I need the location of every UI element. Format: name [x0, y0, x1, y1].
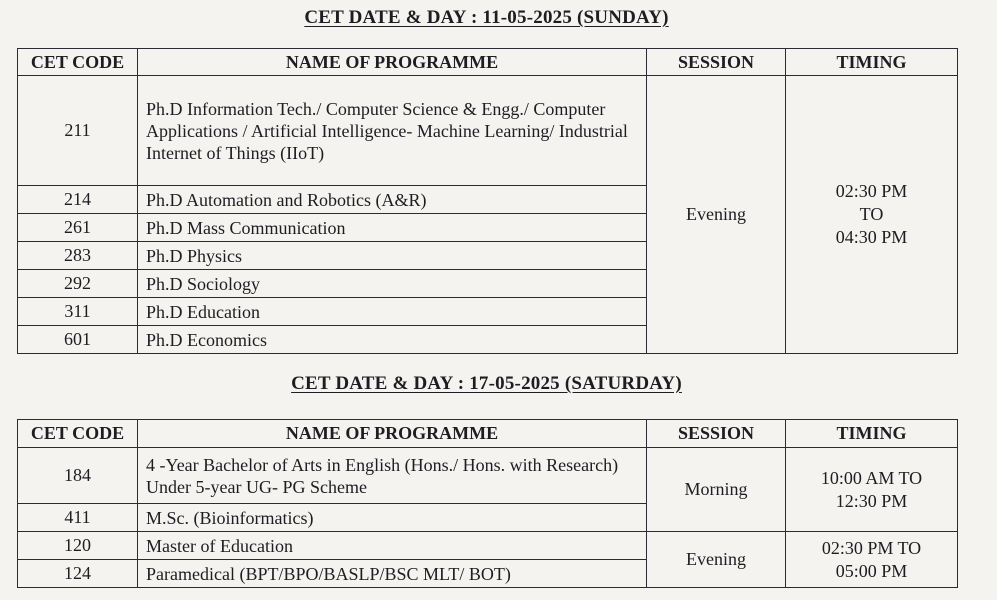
session-cell: Evening [647, 532, 786, 588]
table-header-row [18, 49, 958, 76]
cet-code-cell: 214 [18, 186, 138, 214]
programme-cell: Ph.D Sociology [138, 270, 647, 298]
programme-cell: 4 -Year Bachelor of Arts in English (Hons./ Hons. with Research) Under 5-year UG- PG Scheme [138, 448, 647, 504]
cet-code-cell: 601 [18, 326, 138, 354]
timing-end: 12:30 PM [835, 490, 908, 511]
schedule-table-sunday [17, 48, 958, 354]
programme-cell: Paramedical (BPT/BPO/BASLP/BSC MLT/ BOT) [138, 560, 647, 588]
column-header-timing: TIMING [786, 49, 958, 76]
cet-code-cell: 261 [18, 214, 138, 242]
cet-code-cell: 120 [18, 532, 138, 560]
table-row [18, 76, 958, 186]
programme-cell: Ph.D Physics [138, 242, 647, 270]
programme-cell: Ph.D Automation and Robotics (A&R) [138, 186, 647, 214]
cet-code-cell: 211 [18, 76, 138, 186]
schedule-table-saturday [17, 419, 958, 588]
section-heading-saturday: CET DATE & DAY : 17-05-2025 (SATURDAY) [291, 373, 682, 394]
timing-cell [786, 76, 958, 354]
column-header-cet-code: CET CODE [18, 49, 138, 76]
timing-start: 02:30 PM TO [821, 537, 922, 558]
programme-cell: Ph.D Mass Communication [138, 214, 647, 242]
programme-cell: M.Sc. (Bioinformatics) [138, 504, 647, 532]
programme-cell: Master of Education [138, 532, 647, 560]
column-header-programme: NAME OF PROGRAMME [138, 49, 647, 76]
cet-code-cell: 292 [18, 270, 138, 298]
timing-end: 05:00 PM [835, 560, 908, 581]
column-header-session: SESSION [647, 420, 786, 448]
timing-start: 02:30 PM [835, 181, 908, 201]
column-header-session: SESSION [647, 49, 786, 76]
programme-cell: Ph.D Economics [138, 326, 647, 354]
table-row [18, 532, 958, 560]
cet-code-cell: 124 [18, 560, 138, 588]
column-header-cet-code: CET CODE [18, 420, 138, 448]
timing-end: 04:30 PM [835, 227, 908, 247]
session-cell: Evening [647, 76, 786, 354]
table-header-row [18, 420, 958, 448]
session-cell: Morning [647, 448, 786, 532]
timing-to: TO [859, 204, 884, 224]
cet-code-cell: 184 [18, 448, 138, 504]
timing-start: 10:00 AM TO [820, 467, 923, 488]
table-row [18, 448, 958, 504]
column-header-programme: NAME OF PROGRAMME [138, 420, 647, 448]
cet-code-cell: 411 [18, 504, 138, 532]
timing-cell [786, 532, 958, 588]
timing-cell [786, 448, 958, 532]
cet-code-cell: 283 [18, 242, 138, 270]
cet-code-cell: 311 [18, 298, 138, 326]
column-header-timing: TIMING [786, 420, 958, 448]
section-heading-sunday: CET DATE & DAY : 11-05-2025 (SUNDAY) [304, 7, 669, 28]
programme-cell: Ph.D Information Tech./ Computer Science & Engg./ Computer Applications / Artificial Intelligence- Machine Learning/ Industrial Internet of Things (IIoT) [138, 76, 647, 186]
programme-cell: Ph.D Education [138, 298, 647, 326]
